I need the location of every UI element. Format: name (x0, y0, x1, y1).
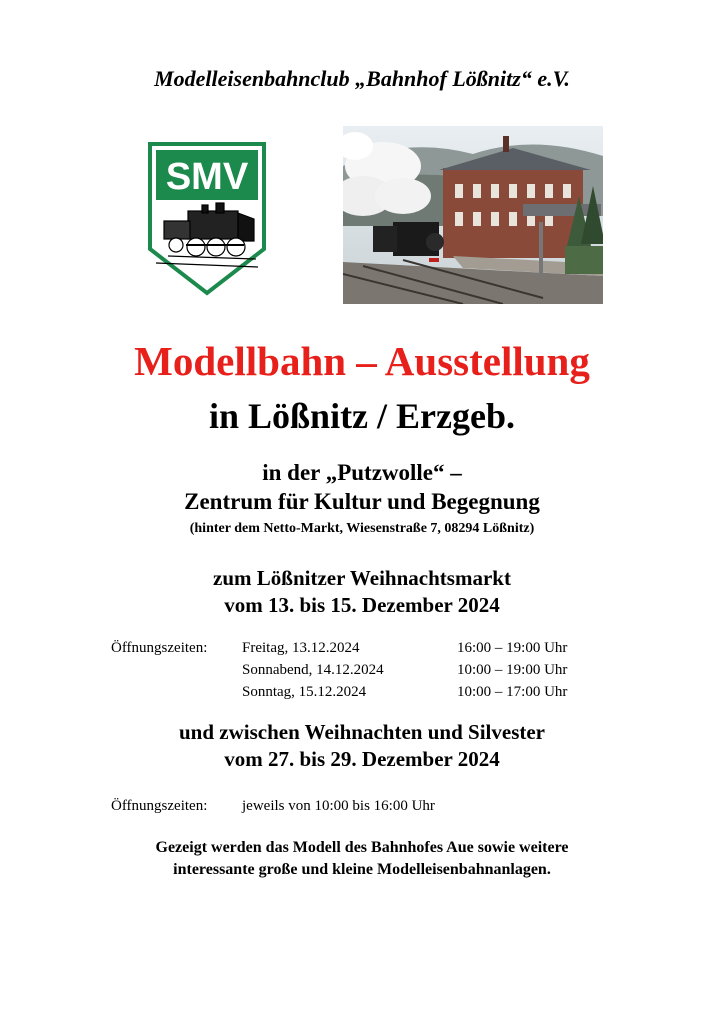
club-name: Modelleisenbahnclub „Bahnhof Lößnitz“ e.V. (154, 66, 570, 91)
opening-hours-label: Öffnungszeiten: (111, 640, 208, 656)
hours-row (111, 681, 631, 703)
hours-row (111, 637, 631, 659)
hours-time: 16:00 – 19:00 Uhr (457, 640, 568, 656)
opening-hours-2 (111, 795, 435, 817)
steam-locomotive-icon (146, 141, 268, 297)
hours-day: Sonnabend, 14.12.2024 (242, 662, 384, 678)
logo-text: SMV (165, 156, 249, 198)
opening-hours-text-2: jeweils von 10:00 bis 16:00 Uhr (242, 798, 435, 814)
exhibition-location: in Lößnitz / Erzgeb. (208, 396, 516, 436)
hours-row (111, 659, 631, 681)
smv-logo (146, 141, 268, 297)
station-photo-icon (343, 126, 603, 304)
exhibition-title: Modellbahn – Ausstellung (134, 338, 590, 384)
market-line-1: zum Lößnitzer Weihnachtsmarkt (213, 566, 511, 590)
venue-line-2: Zentrum für Kultur und Begegnung (184, 489, 540, 514)
opening-hours-table (111, 637, 631, 703)
hours-time: 10:00 – 19:00 Uhr (457, 662, 568, 678)
venue-line-1: in der „Putzwolle“ – (262, 460, 462, 485)
footer-line-2: interessante große und kleine Modelleisenbahnanlagen. (173, 861, 551, 878)
hours-day: Sonntag, 15.12.2024 (242, 684, 367, 700)
venue-address: (hinter dem Netto-Markt, Wiesenstraße 7, 08294 Lößnitz) (189, 521, 535, 536)
station-photo (343, 126, 603, 304)
market-dates: vom 13. bis 15. Dezember 2024 (224, 593, 500, 617)
period2-line-1: und zwischen Weihnachten und Silvester (178, 720, 545, 744)
period2-dates: vom 27. bis 29. Dezember 2024 (224, 747, 500, 771)
hours-day: Freitag, 13.12.2024 (242, 640, 360, 656)
hours-time: 10:00 – 17:00 Uhr (457, 684, 568, 700)
opening-hours-label-2: Öffnungszeiten: (111, 798, 208, 814)
footer-line-1: Gezeigt werden das Modell des Bahnhofes Aue sowie weitere (155, 839, 569, 856)
